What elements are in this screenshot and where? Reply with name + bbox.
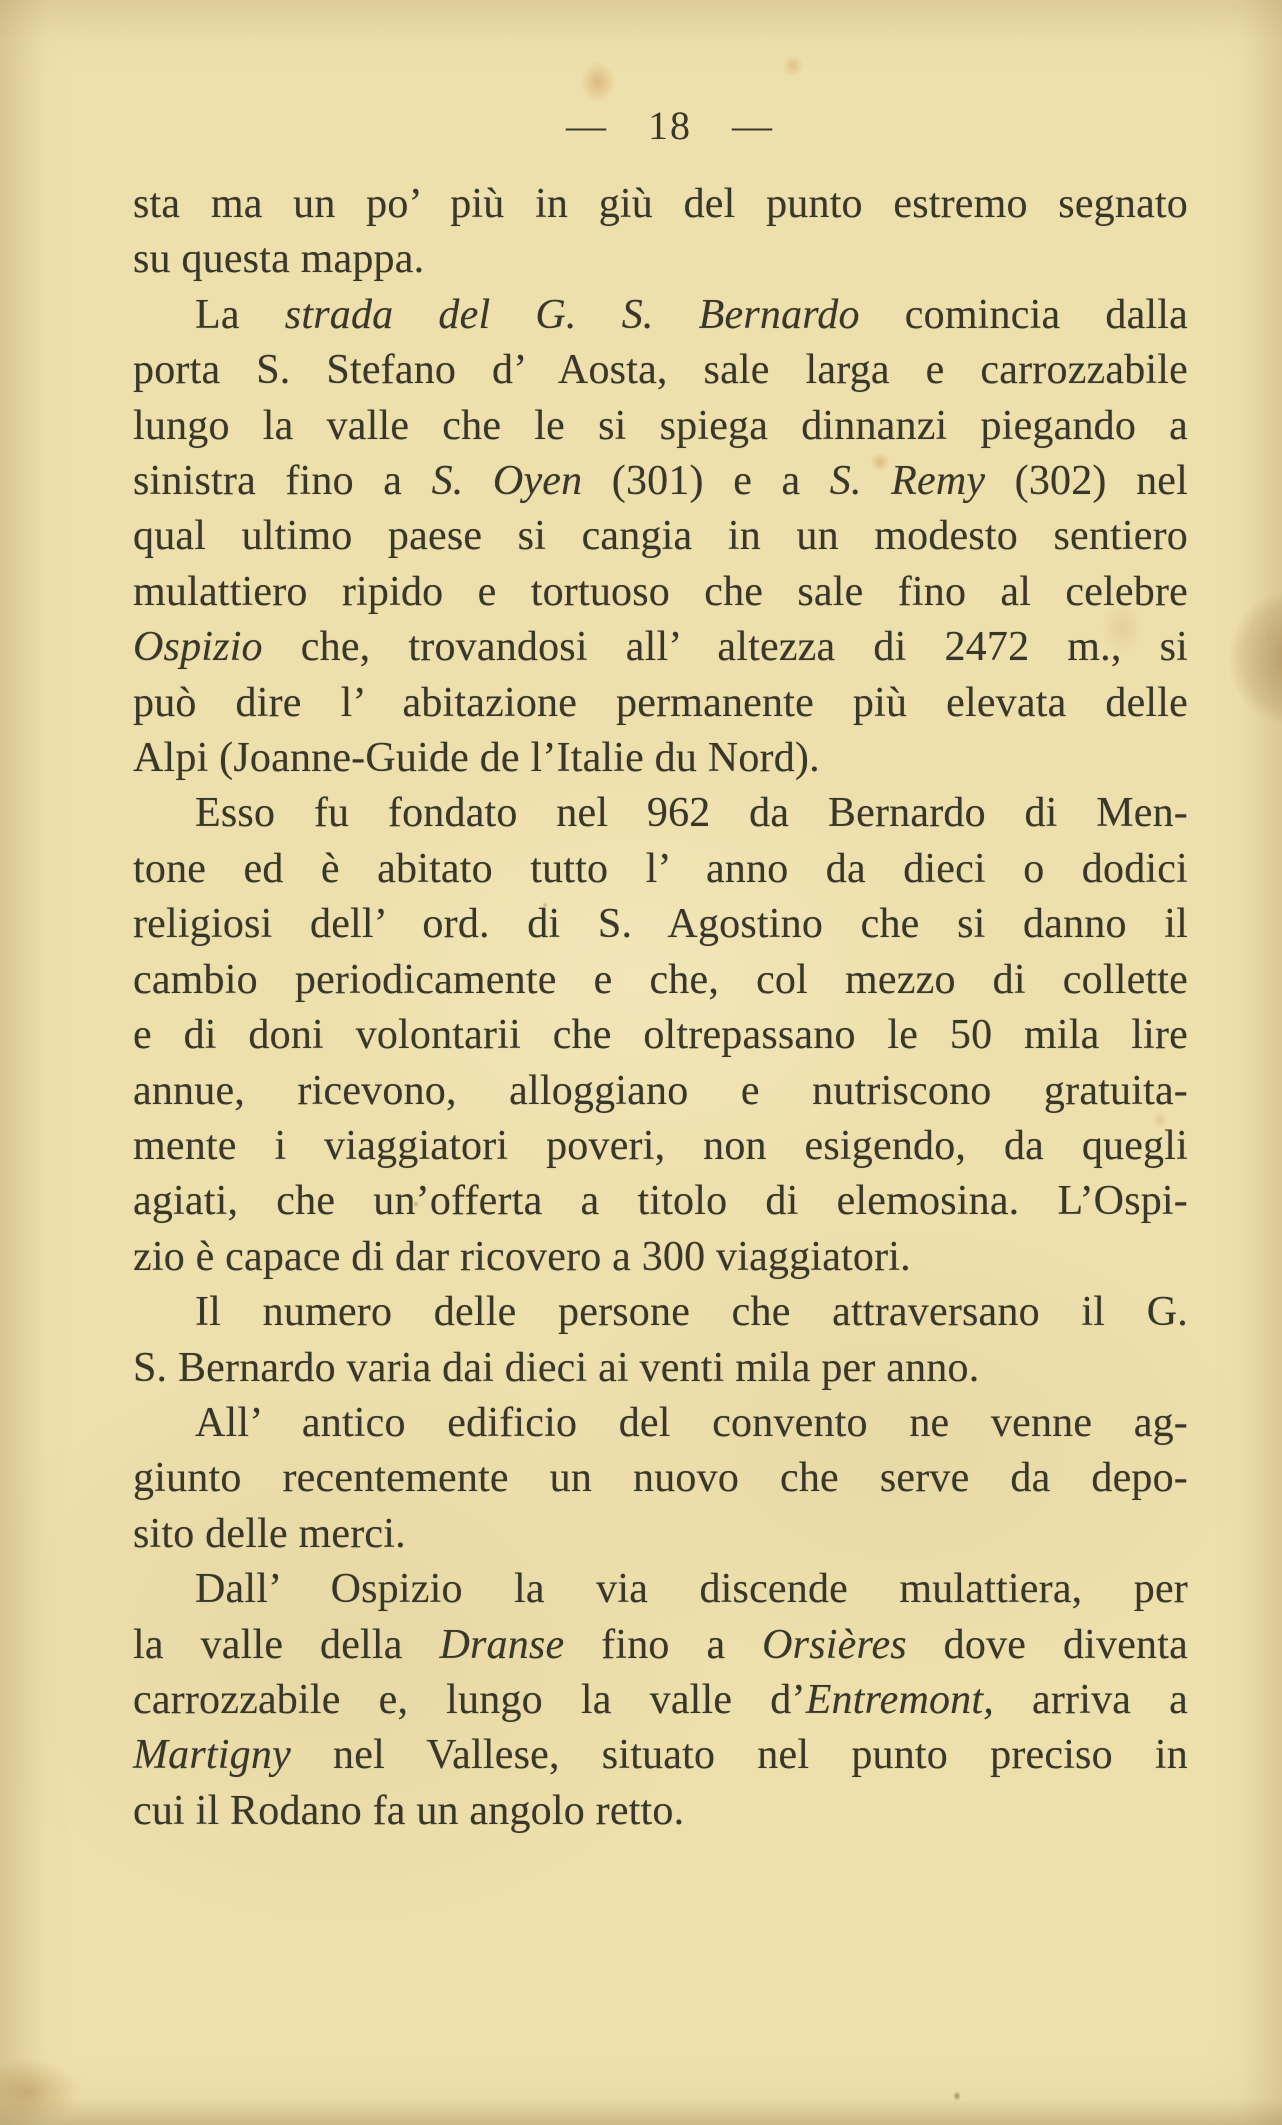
text-segment: cambio periodicamente e che, col mezzo di collette xyxy=(133,956,1188,1003)
text-line xyxy=(133,1507,1188,1562)
text-segment: comincia dalla xyxy=(859,291,1188,338)
text-line xyxy=(133,731,1188,786)
text-line xyxy=(133,1451,1188,1506)
text-segment: dove diventa xyxy=(906,1621,1188,1668)
text-segment: sinistra fino a xyxy=(133,458,432,505)
text-line xyxy=(133,232,1188,287)
italic-text: Orsières xyxy=(762,1621,907,1668)
text-line xyxy=(133,1728,1188,1783)
text-segment: arriva a xyxy=(993,1676,1188,1723)
text-line xyxy=(133,399,1188,454)
text-line xyxy=(133,565,1188,620)
text-line xyxy=(133,509,1188,564)
italic-text: Ospizio xyxy=(133,624,263,671)
text-segment: sito delle merci. xyxy=(133,1510,406,1557)
italic-text: Dranse xyxy=(439,1621,565,1668)
text-segment: mulattiero ripido e tortuoso che sale fino al celebre xyxy=(133,568,1188,615)
text-line xyxy=(133,1784,1188,1839)
text-segment: agiati, che un’offerta a titolo di elemosina. L’Ospi- xyxy=(133,1178,1188,1225)
text-segment: sta ma un po’ più in giù del punto estremo segnato xyxy=(133,181,1188,227)
italic-text: S. Oyen xyxy=(431,458,583,505)
text-segment: carrozzabile e, lungo la valle d’ xyxy=(133,1676,806,1723)
text-segment: (302) nel xyxy=(985,458,1188,505)
text-line xyxy=(133,1673,1188,1728)
text-line xyxy=(133,842,1188,897)
text-segment: La xyxy=(195,291,285,338)
text-line xyxy=(133,1618,1188,1673)
text-line xyxy=(133,953,1188,1008)
text-line xyxy=(133,1230,1188,1285)
text-line xyxy=(133,1064,1188,1119)
page-text xyxy=(133,177,1188,1839)
italic-text: Martigny xyxy=(133,1732,291,1779)
text-segment: lungo la valle che le si spiega dinnanzi piegando a xyxy=(133,402,1188,449)
text-segment: annue, ricevono, alloggiano e nutriscono gratuita- xyxy=(133,1067,1188,1114)
text-line xyxy=(133,786,1188,841)
text-segment: che, trovandosi all’ altezza di 2472 m., si xyxy=(262,624,1188,671)
text-segment: su questa mappa. xyxy=(133,236,425,283)
text-line xyxy=(133,454,1188,509)
text-line xyxy=(133,1285,1188,1340)
italic-text: S. Remy xyxy=(829,458,986,505)
text-line xyxy=(133,1341,1188,1396)
text-segment: All’ antico edificio del convento ne venne ag- xyxy=(195,1399,1188,1446)
text-line xyxy=(133,1174,1188,1229)
text-line xyxy=(133,676,1188,731)
text-segment: S. Bernardo varia dai dieci ai venti mila per anno. xyxy=(133,1344,980,1391)
text-segment: Esso fu fondato nel 962 da Bernardo di Men- xyxy=(195,790,1188,837)
text-segment: la valle della xyxy=(133,1621,440,1668)
text-line xyxy=(133,343,1188,398)
text-line xyxy=(133,620,1188,675)
text-segment: (301) e a xyxy=(582,458,830,505)
text-segment: Dall’ Ospizio la via discende mulattiera, per xyxy=(195,1566,1188,1613)
text-segment: Il numero delle persone che attraversano il G. xyxy=(195,1289,1188,1336)
text-segment: può dire l’ abitazione permanente più elevata delle xyxy=(133,679,1188,726)
text-segment: religiosi dell’ ord. di S. Agostino che si danno il xyxy=(133,901,1188,948)
text-line xyxy=(133,1562,1188,1617)
italic-text: Entremont, xyxy=(805,1676,994,1723)
text-line xyxy=(133,1396,1188,1451)
text-segment: qual ultimo paese si cangia in un modesto sentiero xyxy=(133,513,1188,560)
text-segment: fino a xyxy=(564,1621,763,1668)
text-segment: tone ed è abitato tutto l’ anno da dieci o dodici xyxy=(133,845,1188,892)
text-segment: giunto recentemente un nuovo che serve da depo- xyxy=(133,1455,1188,1502)
text-segment: Alpi (Joanne-Guide de l’Italie du Nord). xyxy=(133,735,820,782)
text-line xyxy=(133,1008,1188,1063)
text-segment: cui il Rodano fa un angolo retto. xyxy=(133,1787,685,1834)
text-line xyxy=(133,1119,1188,1174)
text-segment: e di doni volontarii che oltrepassano le 50 mila lire xyxy=(133,1012,1188,1059)
text-segment: nel Vallese, situato nel punto preciso in xyxy=(290,1732,1188,1779)
italic-text: strada del G. S. Bernardo xyxy=(284,291,860,338)
text-line xyxy=(133,897,1188,952)
text-segment: zio è capace di dar ricovero a 300 viaggiatori. xyxy=(133,1233,911,1280)
text-line xyxy=(133,288,1188,343)
text-segment: mente i viaggiatori poveri, non esigendo, da quegli xyxy=(133,1122,1188,1169)
text-segment: porta S. Stefano d’ Aosta, sale larga e carrozzabile xyxy=(133,347,1188,394)
text-line xyxy=(133,177,1188,232)
page-number: — 18 — xyxy=(566,103,774,148)
